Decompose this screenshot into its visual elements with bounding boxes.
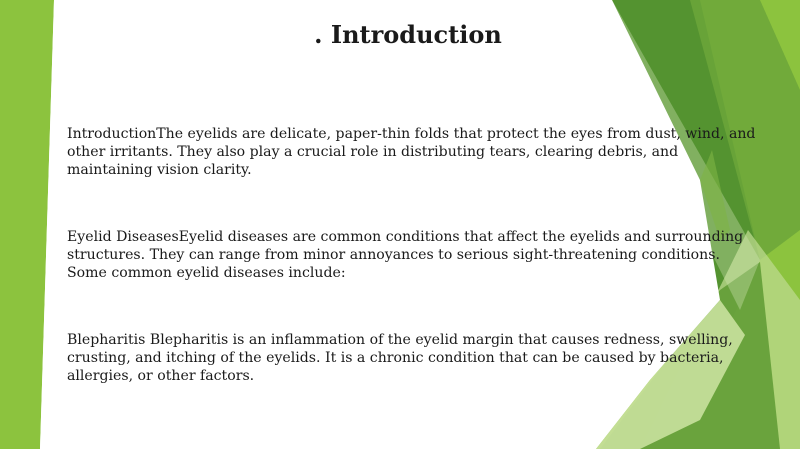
paragraph-blepharitis: Blepharitis Blepharitis is an inflammation of the eyelid margin that causes redness, swelling, crusting, and itching of the eyelids. It is a chronic condition that can be caused by bacteria, allergies, or other factors. [67, 332, 733, 384]
paragraph-introduction: IntroductionThe eyelids are delicate, paper-thin folds that protect the eyes from dust, wind, and other irritants. They also play a crucial role in distributing tears, clearing debris, and maintaining vision clarity. [67, 126, 756, 178]
paragraph-eyelid-diseases: Eyelid DiseasesEyelid diseases are common conditions that affect the eyelids and surrounding structures. They can range from minor annoyances to serious sight-threatening conditions. Some common eyelid diseases include: [67, 229, 744, 281]
slide-title: . Introduction [314, 20, 502, 49]
